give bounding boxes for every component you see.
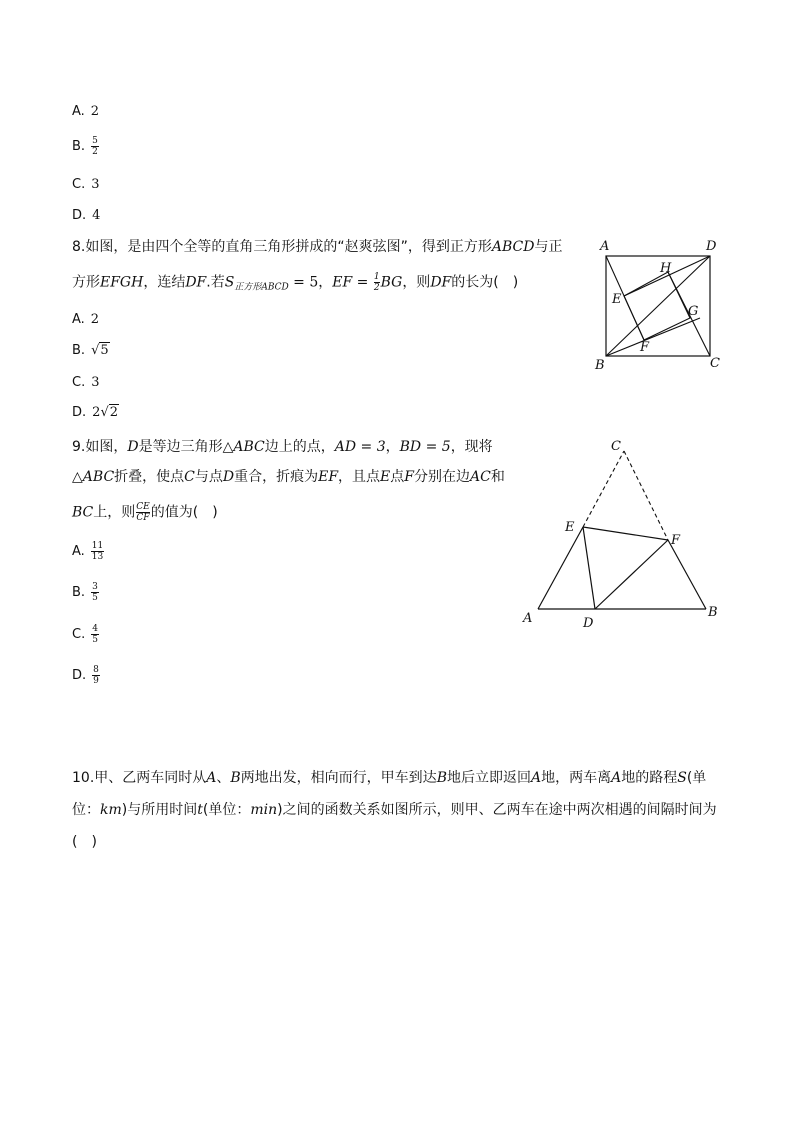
label-h: H — [660, 261, 672, 276]
side-ae — [538, 527, 583, 609]
q9-option-c[interactable]: C. $\frac{4}{5}$ — [72, 624, 98, 645]
label-f: F — [671, 533, 681, 548]
dashed-cf — [624, 451, 668, 540]
q7-option-a[interactable]: A. 2 — [72, 104, 100, 119]
ce-cf-fraction: $\frac{CE}{CF}$ — [136, 502, 150, 523]
q9-option-b[interactable]: B. $\frac{3}{5}$ — [72, 582, 98, 603]
segment-df — [595, 540, 668, 609]
label-f: F — [640, 340, 650, 355]
sqrt-expression: 2√2 — [92, 405, 119, 420]
label-e: E — [612, 292, 622, 307]
q9-stem-line2: △ABC折叠，使点C与点D重合，折痕为EF，且点E点F分别在边AC和 — [72, 469, 505, 485]
q8-option-d[interactable]: D. 2√2 — [72, 405, 119, 420]
q9-option-a[interactable]: A. $\frac{11}{13}$ — [72, 541, 104, 562]
half-fraction: $\frac{1}{2}$ — [373, 272, 380, 293]
segment-bg — [606, 318, 700, 356]
q7-option-c[interactable]: C. 3 — [72, 177, 100, 192]
label-c: C — [611, 439, 621, 454]
fraction: $\frac{5}{2}$ — [92, 136, 98, 157]
fraction: $\frac{4}{5}$ — [92, 624, 98, 645]
label-d: D — [583, 616, 594, 631]
fraction: $\frac{8}{9}$ — [93, 665, 99, 686]
q8-option-b[interactable]: B. √5 — [72, 343, 109, 358]
q9-stem-line1: 9.如图，D是等边三角形△ABC边上的点，AD = 3，BD = 5，现将 — [72, 439, 493, 455]
side-fb — [668, 540, 706, 609]
label-e: E — [565, 520, 575, 535]
label-b: B — [595, 358, 605, 373]
q8-option-a[interactable]: A. 2 — [72, 312, 100, 327]
q8-stem-line2: 方形EFGH，连结DF.若$S_{正方形ABCD} = 5$，EF = $\frac{1}{2}$ BG，则DF的长为( ) — [72, 272, 519, 293]
q9-option-d[interactable]: D. $\frac{8}{9}$ — [72, 665, 99, 686]
fraction: $\frac{3}{5}$ — [92, 582, 98, 603]
label-a: A — [523, 611, 533, 626]
q10-stem-line1: 10.甲、乙两车同时从A、B两地出发，相向而行，甲车到达B地后立即返回A地，两车离A地的路程S(单 — [72, 770, 707, 786]
q7-option-b[interactable]: B. $\frac{5}{2}$ — [72, 136, 98, 157]
q9-folded-triangle-figure — [515, 432, 730, 632]
q8-zhaoshuang-figure — [590, 232, 730, 377]
label-c: C — [710, 356, 720, 371]
label-b: B — [708, 605, 718, 620]
q7-option-d[interactable]: D. 4 — [72, 208, 101, 223]
q10-stem-line3: ( ) — [72, 834, 97, 850]
label-g: G — [688, 304, 699, 319]
label-d: D — [706, 239, 717, 254]
fold-ef — [583, 527, 668, 540]
q10-stem-line2: 位：km)与所用时间t(单位：min)之间的函数关系如图所示，则甲、乙两车在途中两次相遇的间隔时间为 — [72, 802, 717, 818]
sqrt-expression: √5 — [91, 343, 109, 358]
q8-stem-line1: 8.如图，是由四个全等的直角三角形拼成的“赵爽弦图”，得到正方形ABCD与正 — [72, 239, 563, 255]
fraction: $\frac{11}{13}$ — [91, 541, 104, 562]
segment-ed — [583, 527, 595, 609]
q9-stem-line3: BC上，则 $\frac{CE}{CF}$ 的值为( ) — [72, 502, 218, 523]
dashed-ec — [583, 451, 624, 527]
label-a: A — [600, 239, 610, 254]
q8-option-c[interactable]: C. 3 — [72, 375, 100, 390]
